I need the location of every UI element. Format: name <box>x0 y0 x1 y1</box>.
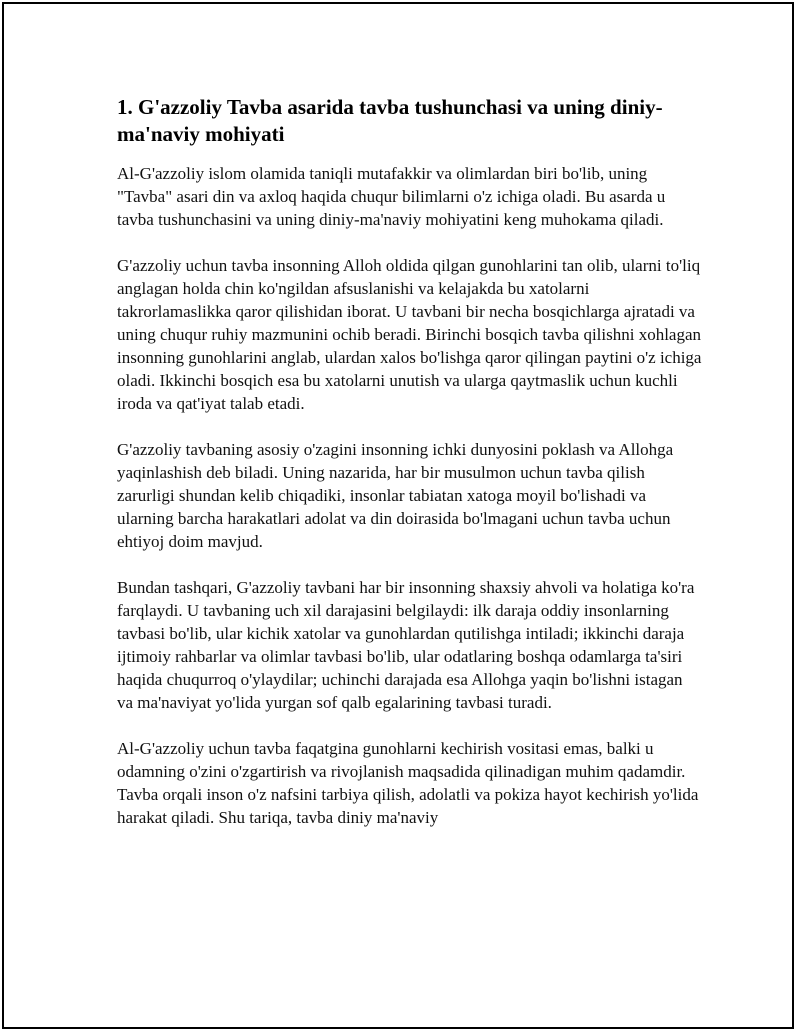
paragraph-5: Al-G'azzoliy uchun tavba faqatgina gunohlarni kechirish vositasi emas, balki u odamning o'zini o'zgartirish va rivojlanish maqsadida qilinadigan muhim qadamdir. Tavba orqali inson o'z nafsini tarbiya qilish, adolatli va pokiza hayot kechirish yo'lida harakat qiladi. Shu tariqa, tavba diniy ma'naviy <box>117 739 699 827</box>
paragraph-4: Bundan tashqari, G'azzoliy tavbani har bir insonning shaxsiy ahvoli va holatiga ko'ra farqlaydi. U tavbaning uch xil darajasini belgilaydi: ilk daraja oddiy insonlarning tavbasi bo'lib, ular kichik xatolar va gunohlardan qutilishga intiladi; ikkinchi daraja ijtimoiy rahbarlar va olimlar tavbasi bo'lib, ular odatlaring boshqa odamlarga ta'siri haqida chuqurroq o'ylaydilar; uchinchi darajada esa Allohga yaqin bo'lishni istagan va ma'naviyat yo'lida yurgan sof qalb egalarining tavbasi turadi. <box>117 578 695 712</box>
paragraph-3: G'azzoliy tavbaning asosiy o'zagini insonning ichki dunyosini poklash va Allohga yaqinlashish deb biladi. Uning nazarida, har bir musulmon uchun tavba qilish zarurligi shundan kelib chiqadiki, insonlar tabiatan xatoga moyil bo'lishadi va ularning barcha harakatlari adolat va din doirasida bo'lmagani uchun tavba uchun ehtiyoj doim mavjud. <box>117 440 674 551</box>
paragraph-1: Al-G'azzoliy islom olamida taniqli mutafakkir va olimlardan biri bo'lib, uning "Tavba" asari din va axloq haqida chuqur bilimlarni o'z ichiga oladi. Bu asarda u tavba tushunchasini va uning diniy-ma'naviy mohiyatini keng muhokama qiladi. <box>117 164 666 229</box>
paragraph-2: G'azzoliy uchun tavba insonning Alloh oldida qilgan gunohlarini tan olib, ularni to'liq anglagan holda chin ko'ngildan afsuslanishi va kelajakda bu xatolarni takrorlamaslikka qaror qilishidan iborat. U tavbani bir necha bosqichlarga ajratadi va uning chuqur ruhiy mazmunini ochib beradi. Birinchi bosqich tavba qilishni xohlagan insonning gunohlarini anglab, ulardan xalos bo'lishga qaror qilingan paytini o'z ichiga oladi. Ikkinchi bosqich esa bu xatolarni unutish va ularga qaytmaslik uchun kuchli iroda va qat'iyat talab etadi. <box>117 256 702 413</box>
section-heading: 1. G'azzoliy Tavba asarida tavba tushunchasi va uning diniy-ma'naviy mohiyati <box>117 95 663 146</box>
document-body <box>117 94 702 852</box>
